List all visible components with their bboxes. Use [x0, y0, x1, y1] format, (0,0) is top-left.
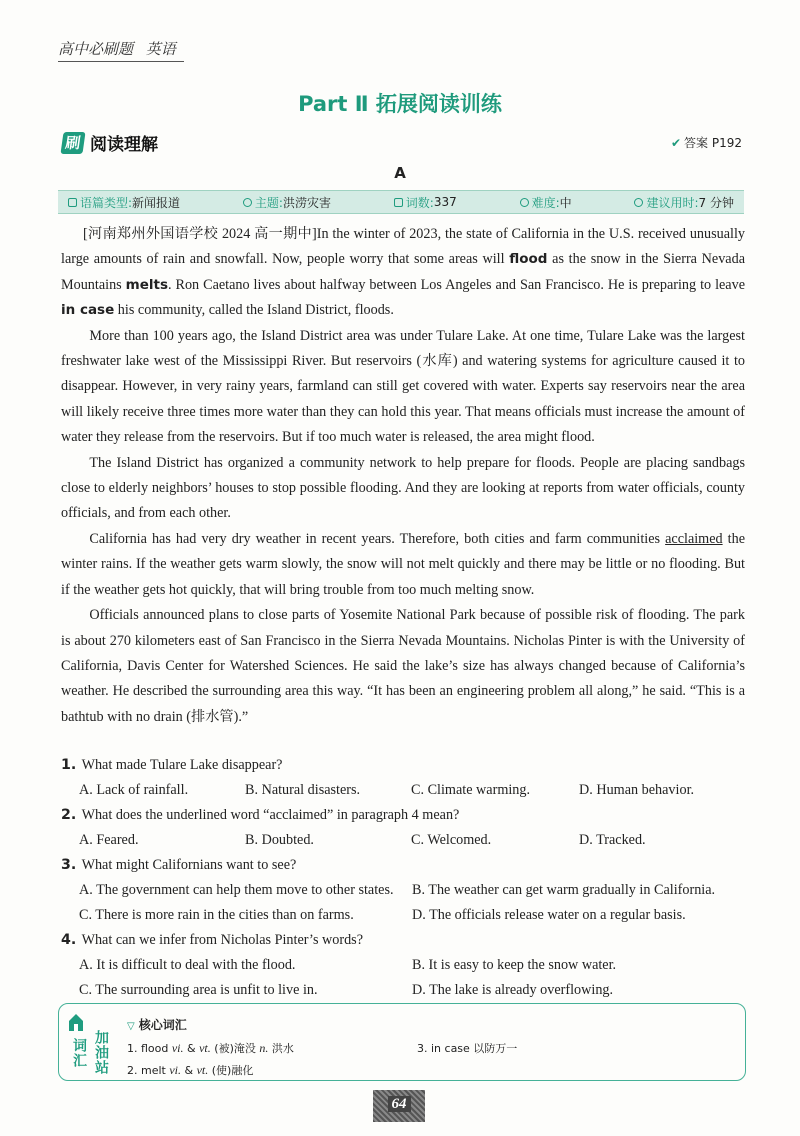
part-title: Part Ⅱ 拓展阅读训练	[298, 92, 502, 116]
info-time-label: 建议用时:	[646, 195, 699, 210]
vocab-item-3: 3. in case 以防万一	[417, 1042, 518, 1055]
question-1	[61, 753, 745, 803]
info-topic-label: 主题:	[254, 195, 283, 210]
page-number-text: 64	[388, 1096, 411, 1112]
reading-passage	[61, 222, 745, 730]
document-icon	[68, 198, 77, 207]
clock-icon	[634, 198, 643, 207]
info-type	[68, 194, 180, 211]
question-number: 3.	[61, 857, 77, 873]
vocab-heading	[127, 1016, 187, 1033]
info-difficulty-label: 难度:	[531, 195, 560, 210]
p1-text-d: his community, called the Island District, floods.	[114, 302, 394, 319]
keyword-flood: flood	[509, 251, 548, 268]
option-d[interactable]: D. Human behavior.	[579, 782, 695, 798]
difficulty-icon	[520, 198, 529, 207]
info-type-label: 语篇类型:	[80, 195, 133, 210]
info-time-value: 7 分钟	[698, 195, 734, 210]
option-a[interactable]: A. It is difficult to deal with the flood.	[79, 957, 296, 973]
running-header	[58, 38, 184, 62]
p1-text-a: In the winter of 2023, the state of California in the U.S. received unusually large amounts of rain and snowfall. Now, people worry that some areas will	[61, 226, 745, 268]
vocab-item-1: 1. flood vi. & vt. (被)淹没 n. 洪水	[127, 1041, 294, 1055]
p1-text-c: . Ron Caetano lives about halfway between Los Angeles and San Francisco. He is preparing to leave	[168, 276, 745, 293]
question-stem: What does the underlined word “acclaimed” in paragraph 4 mean?	[81, 807, 460, 823]
option-a[interactable]: A. The government can help them move to other states.	[79, 882, 394, 898]
info-topic	[243, 194, 331, 211]
house-icon	[67, 1012, 85, 1032]
info-words-value: 337	[433, 195, 457, 209]
paragraph-1	[61, 222, 745, 324]
answer-reference	[671, 134, 742, 151]
brush-logo-icon: 刷	[60, 132, 85, 154]
section-title-text: 阅读理解	[90, 135, 158, 155]
vocab-heading-text: 核心词汇	[138, 1018, 187, 1032]
answer-ref-text: 答案 P192	[684, 136, 742, 150]
page-number	[373, 1090, 425, 1122]
question-number: 1.	[61, 757, 77, 773]
option-b[interactable]: B. The weather can get warm gradually in California.	[412, 882, 716, 898]
header-language: 英语	[145, 40, 176, 58]
keyword-in-case: in case	[61, 302, 115, 319]
question-stem: What can we infer from Nicholas Pinter’s words?	[81, 932, 363, 948]
passage-source: [河南郑州外国语学校 2024 高一期中]	[83, 226, 317, 242]
passage-letter: A	[394, 164, 406, 182]
underlined-word: acclaimed	[665, 530, 723, 547]
option-c[interactable]: C. There is more rain in the cities than on farms.	[79, 907, 354, 923]
question-stem: What made Tulare Lake disappear?	[81, 757, 283, 773]
vocab-tag-col2: 加油站	[93, 1030, 109, 1075]
info-words-label: 词数:	[405, 195, 434, 210]
pin-icon	[243, 198, 252, 207]
option-c[interactable]: C. The surrounding area is unfit to live in.	[79, 982, 318, 998]
vocabulary-box	[58, 1003, 746, 1081]
info-time	[634, 194, 734, 211]
header-subject: 高中必刷题	[58, 40, 134, 58]
option-b[interactable]: B. Doubted.	[245, 832, 314, 848]
paragraph-3: The Island District has organized a community network to help prepare for floods. People are placing sandbags close to elderly neighbors’ houses to stop possible flooding. And they are looking at reports from water officials, county officials, and from each other.	[61, 454, 745, 522]
option-c[interactable]: C. Welcomed.	[411, 832, 492, 848]
option-c[interactable]: C. Climate warming.	[411, 782, 531, 798]
p4-text-a: California has had very dry weather in recent years. Therefore, both cities and farm communities	[89, 530, 666, 547]
option-a[interactable]: A. Lack of rainfall.	[79, 782, 189, 798]
check-icon: ✔	[670, 136, 682, 150]
option-b[interactable]: B. It is easy to keep the snow water.	[412, 957, 617, 973]
option-d[interactable]: D. Tracked.	[579, 832, 646, 848]
option-d[interactable]: D. The officials release water on a regular basis.	[412, 907, 686, 923]
question-list	[61, 753, 745, 1003]
paragraph-5: Officials announced plans to close parts of Yosemite National Park because of possible risk of flooding. The park is about 270 kilometers east of San Francisco in the Sierra Nevada Mountains. Nicholas Pinter is with the University of California, Davis Center for Watershed Sciences. He said the lake’s size has always changed because of California’s weather. He described the surrounding area this way. “It has been an engineering problem all along,” he said. “This is a bathtub with no drain (排水管).”	[61, 607, 745, 725]
passage-info-bar	[58, 190, 744, 214]
option-a[interactable]: A. Feared.	[79, 832, 139, 848]
section-title	[62, 130, 158, 155]
info-topic-value: 洪涝灾害	[282, 195, 331, 210]
question-number: 4.	[61, 932, 77, 948]
triangle-down-icon: ▽	[127, 1021, 135, 1032]
paragraph-4	[61, 527, 745, 603]
vocab-item-2: 2. melt vi. & vt. (使)融化	[127, 1063, 254, 1077]
paragraph-2: More than 100 years ago, the Island District area was under Tulare Lake. At one time, Tulare Lake was the largest freshwater lake west of the Mississippi River. But reservoirs (水库) and watering systems for agriculture caused it to disappear. However, in very rainy years, farmland can still get covered with water. Experts say reservoirs near the area will likely receive three times more water than they can hold this year. That means officials must increase the amount of water they release from the reservoirs. But if too much water is released, the area might flood.	[61, 327, 745, 446]
keyword-melts: melts	[125, 276, 168, 293]
vocab-station-tag	[65, 1012, 115, 1076]
option-d[interactable]: D. The lake is already overflowing.	[412, 982, 614, 998]
info-difficulty	[520, 194, 572, 211]
question-4	[61, 928, 745, 1003]
word-count-icon	[394, 198, 403, 207]
info-type-value: 新闻报道	[132, 195, 181, 210]
option-b[interactable]: B. Natural disasters.	[245, 782, 361, 798]
question-3	[61, 853, 745, 928]
p4-text-b: the winter rains. If the weather gets warm slowly, the snow will not melt quickly and there may be little or no flooding. But if the weather gets hot quickly, that will bring trouble from too much melting snow.	[61, 530, 745, 598]
question-number: 2.	[61, 807, 77, 823]
vocab-tag-col1: 词汇	[71, 1038, 87, 1068]
question-stem: What might Californians want to see?	[81, 857, 297, 873]
p1-text-b: as the snow in the Sierra Nevada Mountains	[61, 251, 745, 293]
question-2	[61, 803, 745, 853]
info-difficulty-value: 中	[559, 195, 572, 210]
info-words	[394, 194, 457, 211]
